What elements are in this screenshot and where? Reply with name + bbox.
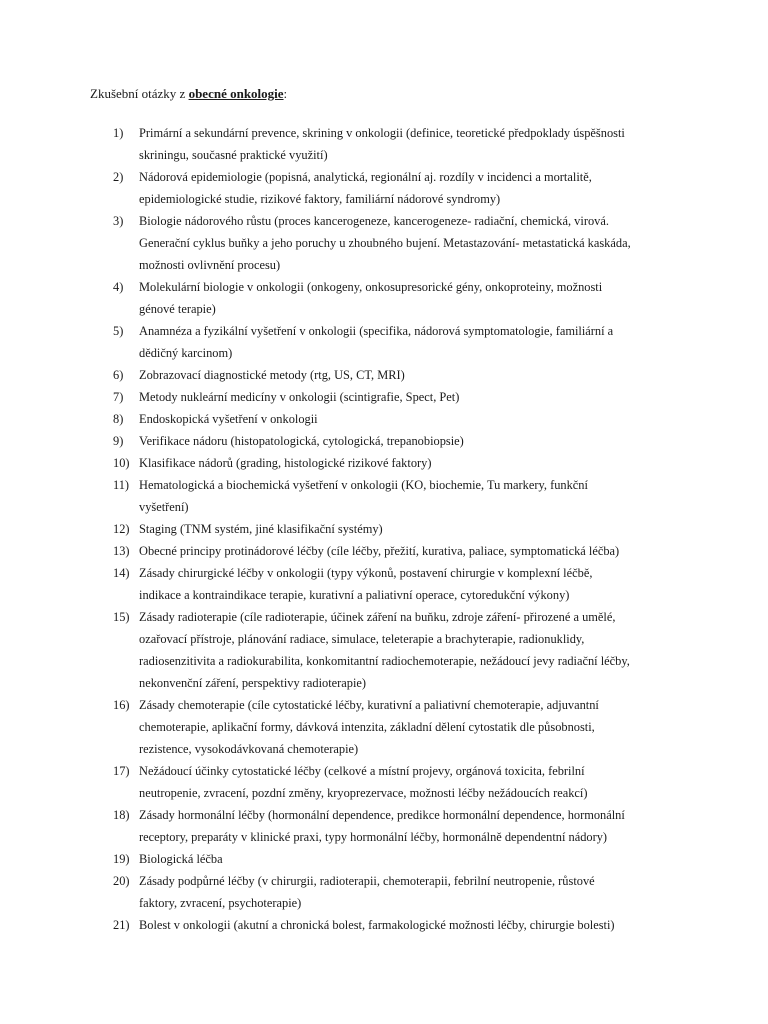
list-item-number: 17) — [113, 764, 130, 778]
list-item-number: 4) — [113, 280, 124, 294]
list-item — [113, 210, 673, 276]
list-item-text-line: Bolest v onkologii (akutní a chronická bolest, farmakologické možnosti léčby, chirurgie bolesti) — [139, 918, 615, 932]
list-item — [113, 364, 673, 386]
list-item-text-line: Staging (TNM systém, jiné klasifikační systémy) — [139, 522, 383, 536]
list-item-text-line: Molekulární biologie v onkologii (onkogeny, onkosupresorické gény, onkoproteiny, možnosti — [139, 280, 603, 294]
list-item — [113, 870, 673, 914]
list-item — [113, 760, 673, 804]
list-item-text-line: Zásady podpůrné léčby (v chirurgii, radioterapii, chemoterapii, febrilní neutropenie, růstové — [139, 874, 595, 888]
list-item — [113, 474, 673, 518]
list-item-number: 9) — [113, 434, 124, 448]
list-item — [113, 430, 673, 452]
heading-prefix: Zkušební otázky z — [90, 86, 189, 101]
list-item-text-line: dědičný karcinom) — [139, 346, 233, 360]
list-item-number: 12) — [113, 522, 130, 536]
list-item-text-line: rezistence, vysokodávkovaná chemoterapie) — [139, 742, 359, 756]
list-item-number: 3) — [113, 214, 124, 228]
list-item-text-line: skriningu, současné praktické využití) — [139, 148, 328, 162]
list-item-number: 1) — [113, 126, 124, 140]
list-item-number: 2) — [113, 170, 124, 184]
list-item — [113, 408, 673, 430]
list-item-text-line: Nádorová epidemiologie (popisná, analytická, regionální aj. rozdíly v incidenci a mortalitě, — [139, 170, 592, 184]
list-item-text-line: génové terapie) — [139, 302, 216, 316]
list-item-text-line: Endoskopická vyšetření v onkologii — [139, 412, 318, 426]
list-item — [113, 562, 673, 606]
list-item-text-line: Metody nukleární medicíny v onkologii (scintigrafie, Spect, Pet) — [139, 390, 460, 404]
list-item-number: 6) — [113, 368, 124, 382]
heading-suffix: : — [283, 86, 288, 101]
list-item — [113, 386, 673, 408]
list-item — [113, 848, 673, 870]
list-item-number: 21) — [113, 918, 130, 932]
list-item — [113, 166, 673, 210]
list-item-text-line: Obecné principy protinádorové léčby (cíle léčby, přežití, kurativa, paliace, symptomatická léčba) — [139, 544, 620, 558]
list-item-text-line: Nežádoucí účinky cytostatické léčby (celkové a místní projevy, orgánová toxicita, febrilní — [139, 764, 585, 778]
list-item-text-line: Biologická léčba — [139, 852, 223, 866]
list-item-text-line: faktory, zvracení, psychoterapie) — [139, 896, 302, 910]
list-item-number: 18) — [113, 808, 130, 822]
list-item-text-line: chemoterapie, aplikační formy, dávková intenzita, základní dělení cytostatik dle působnosti, — [139, 720, 595, 734]
list-item-text-line: Zásady hormonální léčby (hormonální dependence, predikce hormonální dependence, hormonální — [139, 808, 625, 822]
list-item-text-line: Zásady chemoterapie (cíle cytostatické léčby, kurativní a paliativní chemoterapie, adjuvantní — [139, 698, 599, 712]
list-item-text-line: Generační cyklus buňky a jeho poruchy u zhoubného bujení. Metastazování- metastatická kaskáda, — [139, 236, 631, 250]
list-item-number: 13) — [113, 544, 130, 558]
list-item-number: 10) — [113, 456, 130, 470]
page-title — [90, 84, 287, 104]
list-item-number: 5) — [113, 324, 124, 338]
list-item — [113, 320, 673, 364]
list-item-text-line: Zásady chirurgické léčby v onkologii (typy výkonů, postavení chirurgie v komplexní léčbě, — [139, 566, 593, 580]
list-item-text-line: ozařovací přístroje, plánování radiace, simulace, teleterapie a brachyterapie, radionuklidy, — [139, 632, 585, 646]
list-item — [113, 606, 673, 694]
list-item-text-line: epidemiologické studie, rizikové faktory, familiární nádorové syndromy) — [139, 192, 501, 206]
heading-emphasis: obecné onkologie — [188, 86, 284, 101]
list-item-text-line: možnosti ovlivnění procesu) — [139, 258, 281, 272]
list-item-number: 16) — [113, 698, 130, 712]
list-item — [113, 914, 673, 936]
list-item-text-line: vyšetření) — [139, 500, 189, 514]
list-item-text-line: neutropenie, zvracení, pozdní změny, kryoprezervace, možnosti léčby nežádoucích reakcí) — [139, 786, 588, 800]
list-item-text-line: nekonvenční záření, perspektivy radioterapie) — [139, 676, 367, 690]
list-item — [113, 540, 673, 562]
list-item — [113, 276, 673, 320]
list-item-number: 8) — [113, 412, 124, 426]
list-item-number: 14) — [113, 566, 130, 580]
list-item-text-line: receptory, preparáty v klinické praxi, typy hormonální léčby, hormonálně dependentní nádory) — [139, 830, 608, 844]
list-item — [113, 122, 673, 166]
list-item-number: 7) — [113, 390, 124, 404]
list-item-number: 19) — [113, 852, 130, 866]
list-item — [113, 518, 673, 540]
list-item-text-line: Zásady radioterapie (cíle radioterapie, účinek záření na buňku, zdroje záření- přirozené a umělé, — [139, 610, 616, 624]
list-item-number: 15) — [113, 610, 130, 624]
list-item-text-line: Hematologická a biochemická vyšetření v onkologii (KO, biochemie, Tu markery, funkční — [139, 478, 588, 492]
list-item-text-line: radiosenzitivita a radiokurabilita, konkomitantní radiochemoterapie, nežádoucí jevy radiační léčby, — [139, 654, 630, 668]
list-item — [113, 694, 673, 760]
list-item-text-line: Biologie nádorového růstu (proces kancerogeneze, kancerogeneze- radiační, chemická, virová. — [139, 214, 609, 228]
list-item — [113, 452, 673, 474]
list-item-text-line: Klasifikace nádorů (grading, histologické rizikové faktory) — [139, 456, 432, 470]
list-item-text-line: indikace a kontraindikace terapie, kurativní a paliativní operace, cytoredukční výkony) — [139, 588, 570, 602]
list-item-text-line: Verifikace nádoru (histopatologická, cytologická, trepanobiopsie) — [139, 434, 464, 448]
list-item — [113, 804, 673, 848]
question-list — [113, 122, 673, 936]
list-item-text-line: Primární a sekundární prevence, skrining v onkologii (definice, teoretické předpoklady úspěšnosti — [139, 126, 625, 140]
list-item-text-line: Zobrazovací diagnostické metody (rtg, US, CT, MRI) — [139, 368, 405, 382]
list-item-text-line: Anamnéza a fyzikální vyšetření v onkologii (specifika, nádorová symptomatologie, familiární a — [139, 324, 614, 338]
list-item-number: 20) — [113, 874, 130, 888]
list-item-number: 11) — [113, 478, 130, 492]
